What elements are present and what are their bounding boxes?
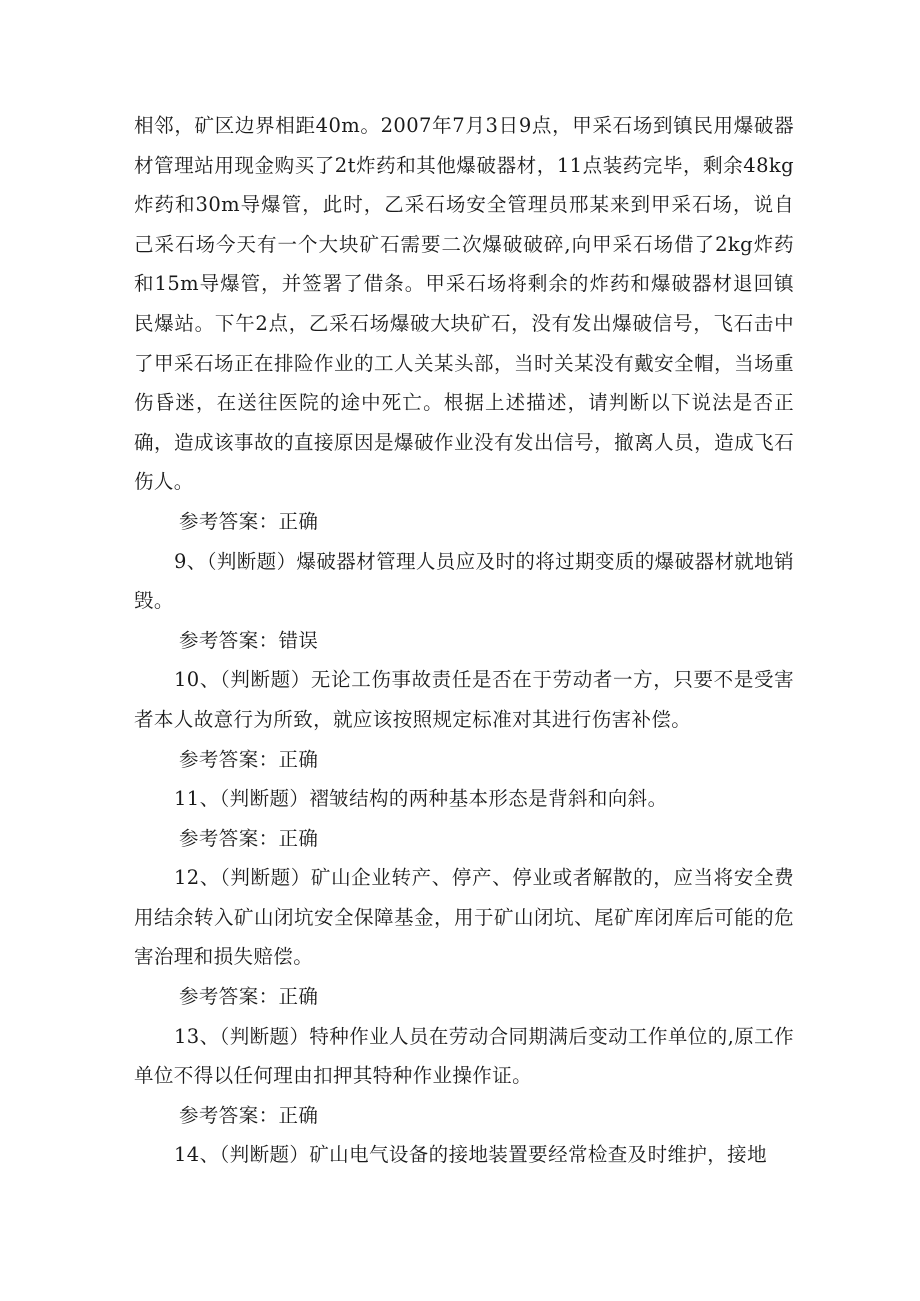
answer-13: 参考答案：正确 (179, 1103, 319, 1127)
answer-10: 参考答案：正确 (179, 747, 319, 771)
case-answer: 参考答案：正确 (179, 509, 319, 533)
answer-12: 参考答案：正确 (179, 985, 319, 1009)
question-14: 14、（判断题）矿山电气设备的接地装置要经常检查及时维护，接地 (174, 1143, 767, 1167)
document-body (134, 106, 794, 1175)
answer-9: 参考答案：错误 (179, 628, 319, 652)
question-11: 11、（判断题）褶皱结构的两种基本形态是背斜和向斜。 (174, 787, 668, 811)
question-12: 12、（判断题）矿山企业转产、停产、停业或者解散的，应当将安全费用结余转入矿山闭坑安全保障基金，用于矿山闭坑、尾矿库闭库后可能的危害治理和损失赔偿。 (134, 866, 794, 969)
answer-11: 参考答案：正确 (179, 826, 319, 850)
question-13: 13、（判断题）特种作业人员在劳动合同期满后变动工作单位的,原工作单位不得以任何理由扣押其特种作业操作证。 (134, 1024, 794, 1088)
question-9: 9、（判断题）爆破器材管理人员应及时的将过期变质的爆破器材就地销毁。 (134, 549, 794, 613)
question-10: 10、（判断题）无论工伤事故责任是否在于劳动者一方，只要不是受害者本人故意行为所致，就应该按照规定标准对其进行伤害补偿。 (134, 668, 794, 731)
case-description-paragraph: 相邻，矿区边界相距40m。2007年7月3日9点，甲采石场到镇民用爆破器材管理站用现金购买了2t炸药和其他爆破器材，11点装药完毕，剩余48kg炸药和30m导爆管，此时，乙采石场安全管理员邢某来到甲采石场，说自己采石场今天有一个大块矿石需要二次爆破破碎,向甲采石场借了2kg炸药和15m导爆管，并签署了借条。甲采石场将剩余的炸药和爆破器材退回镇民爆站。下午2点，乙采石场爆破大块矿石，没有发出爆破信号，飞石击中了甲采石场正在排险作业的工人关某头部，当时关某没有戴安全帽，当场重伤昏迷，在送往医院的途中死亡。根据上述描述，请判断以下说法是否正确，造成该事故的直接原因是爆破作业没有发出信号，撤离人员，造成飞石伤人。 (134, 114, 794, 494)
